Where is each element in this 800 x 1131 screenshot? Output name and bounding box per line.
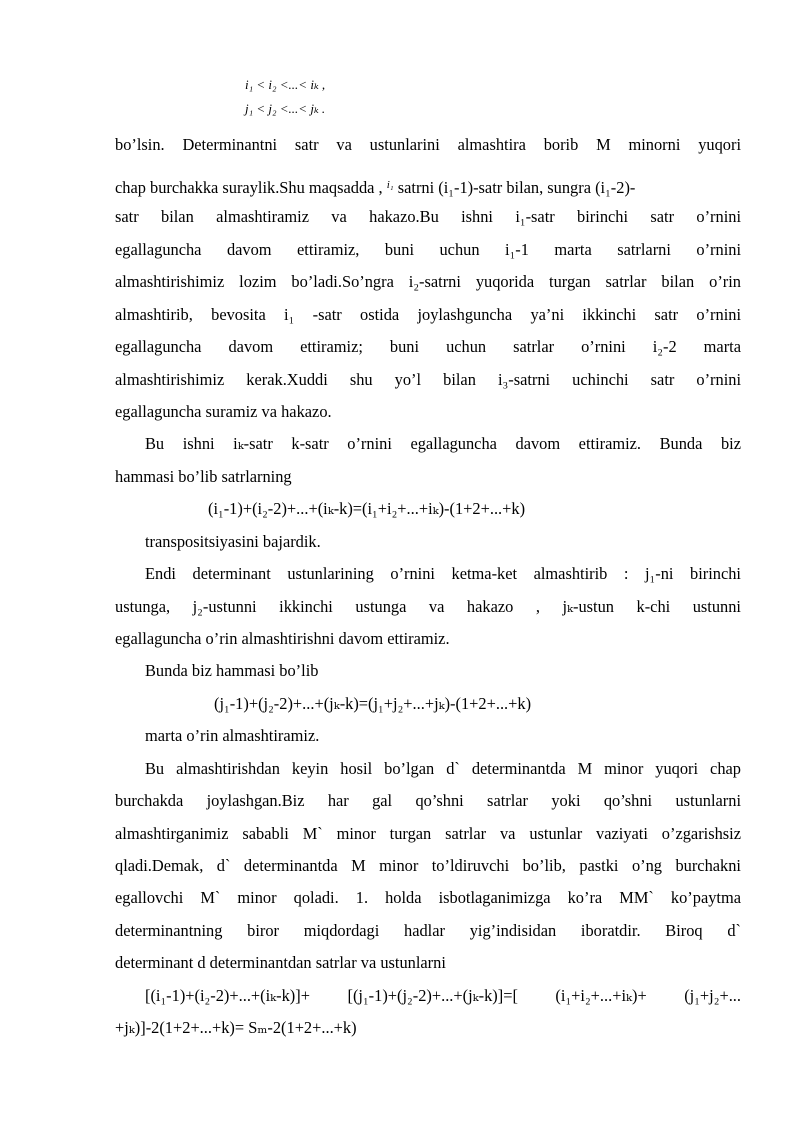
text-line: egallaguncha suramiz va hakazo.	[115, 402, 332, 421]
text-line: egallaguncha davom ettiramiz, buni uchun i₁-1 marta satrlarni o’rnini	[115, 240, 741, 259]
text-line	[115, 175, 741, 198]
inequality-j: j₁ < j₂ <...< jₖ .	[245, 101, 326, 116]
text-line: hammasi bo’lib satrlarning	[115, 467, 292, 486]
formula-columns: (j₁-1)+(j₂-2)+...+(jₖ-k)=(j₁+j₂+...+jₖ)-(1+2+...+k)	[214, 694, 532, 713]
text-line: marta o’rin almashtiramiz.	[145, 726, 320, 745]
text-line: Bu ishni iₖ-satr k-satr o’rnini egallaguncha davom ettiramiz. Bunda biz	[145, 434, 741, 453]
text-line: egallovchi M` minor qoladi. 1. holda isbotlaganimizga ko’ra MM` ko’paytma	[115, 888, 741, 907]
formula-rows: (i₁-1)+(i₂-2)+...+(iₖ-k)=(i₁+i₂+...+iₖ)-(1+2+...+k)	[208, 499, 526, 518]
text-line: almashtirganimiz sababli M` minor turgan satrlar va ustunlar vaziyati o’zgarishsiz	[115, 824, 741, 843]
text-line: almashtirishimiz kerak.Xuddi shu yo’l bilan i₃-satrni uchinchi satr o’rnini	[115, 370, 741, 389]
text-fragment: satrni (i₁-1)-satr bilan, sungra (i₁-2)-	[397, 178, 636, 197]
inline-math-symbol: i₁	[386, 179, 394, 191]
text-line: determinant d determinantdan satrlar va ustunlarni	[115, 953, 446, 972]
inequality-i: i₁ < i₂ <...< iₖ ,	[245, 77, 326, 92]
text-line: egallaguncha o’rin almashtirishni davom ettiramiz.	[115, 629, 450, 648]
formula-total-end: +jₖ)]-2(1+2+...+k)= Sₘ-2(1+2+...+k)	[115, 1018, 357, 1037]
text-line: almashtirishimiz lozim bo’ladi.So’ngra i₂-satrni yuqorida turgan satrlar bilan o’rin	[115, 272, 741, 291]
text-line: Bu almashtirishdan keyin hosil bo’lgan d` determinantda M minor yuqori chap	[145, 759, 741, 778]
text-line: qladi.Demak, d` determinantda M minor to’ldiruvchi bo’lib, pastki o’ng burchakni	[115, 856, 741, 875]
text-line: almashtirib, bevosita i₁ -satr ostida joylashguncha ya’ni ikkinchi satr o’rnini	[115, 305, 741, 324]
text-line: Endi determinant ustunlarining o’rnini ketma-ket almashtirib : j₁-ni birinchi	[145, 564, 741, 583]
text-line: egallaguncha davom ettiramiz; buni uchun satrlar o’rnini i₂-2 marta	[115, 337, 741, 356]
text-line: burchakda joylashgan.Biz har gal qo’shni satrlar yoki qo’shni ustunlarni	[115, 791, 741, 810]
text-line: satr bilan almashtiramiz va hakazo.Bu ishni i₁-satr birinchi satr o’rnini	[115, 207, 741, 226]
text-line: Bunda biz hammasi bo’lib	[145, 661, 319, 680]
text-line: bo’lsin. Determinantni satr va ustunlarini almashtira borib M minorni yuqori	[115, 135, 741, 154]
text-line: determinantning biror miqdordagi hadlar yig’indisidan iboratdir. Biroq d`	[115, 921, 741, 940]
text-fragment: chap burchakka suraylik.Shu maqsadda ,	[115, 178, 383, 197]
text-line: transpositsiyasini bajardik.	[145, 532, 321, 551]
text-line: ustunga, j₂-ustunni ikkinchi ustunga va hakazo , jₖ-ustun k-chi ustunni	[115, 597, 741, 616]
formula-total: [(i₁-1)+(i₂-2)+...+(iₖ-k)]+ [(j₁-1)+(j₂-2)+...+(jₖ-k)]=[ (i₁+i₂+...+iₖ)+ (j₁+j₂+...	[145, 986, 741, 1005]
